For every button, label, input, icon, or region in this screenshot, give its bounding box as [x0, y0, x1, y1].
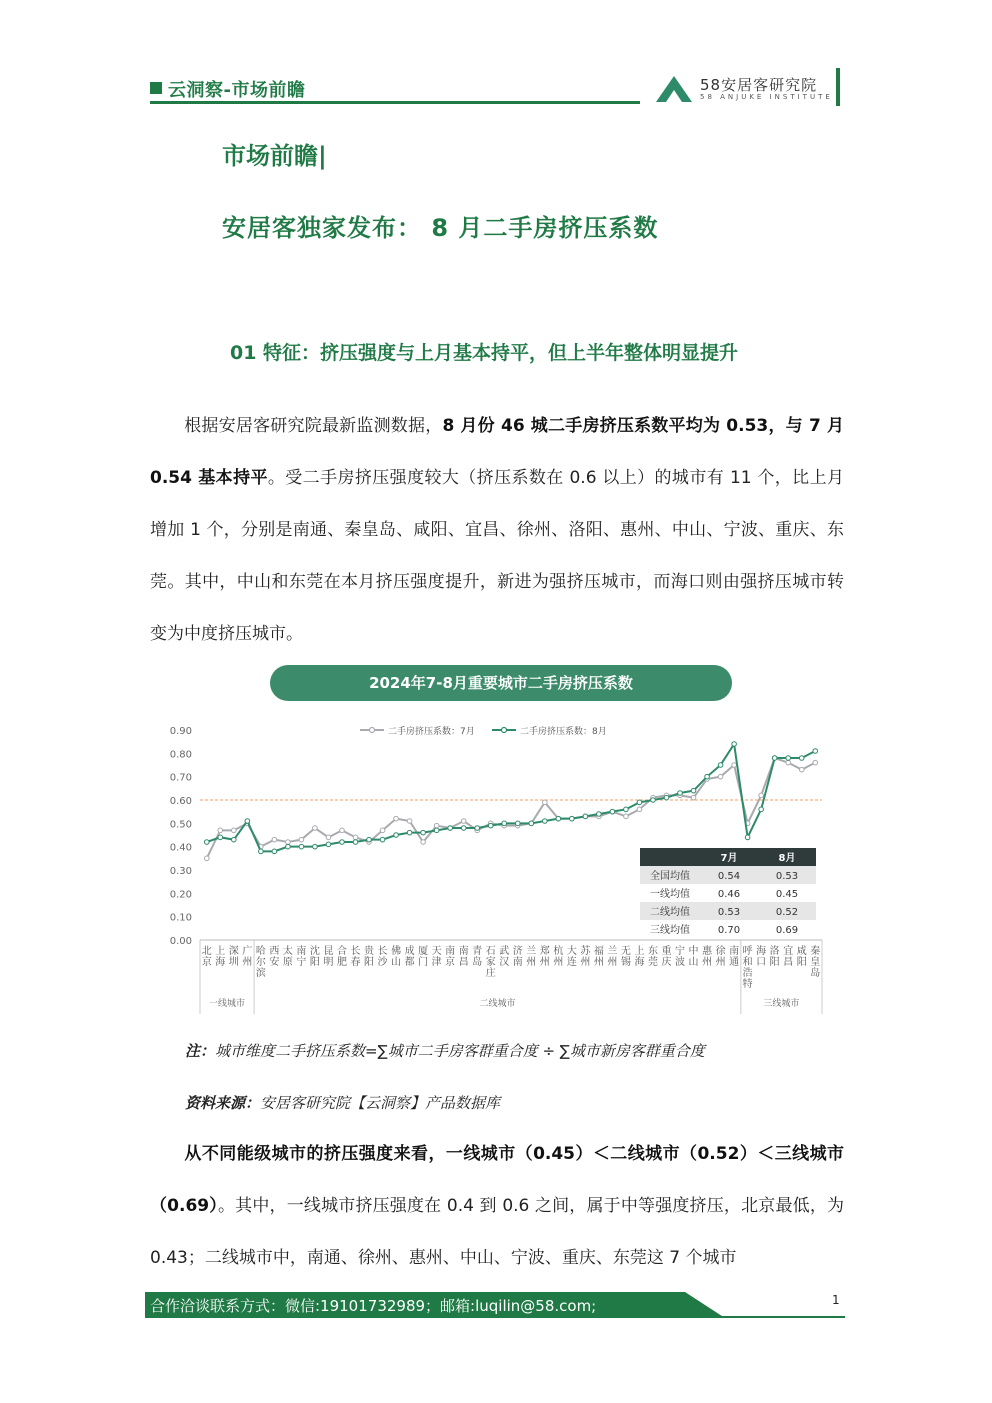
x-tick-label: 南宁 [296, 946, 307, 968]
line-chart [160, 710, 830, 1020]
data-point [272, 837, 277, 842]
data-point [340, 828, 345, 833]
source-text: 安居客研究院【云洞察】产品数据库 [260, 1094, 501, 1112]
data-point [624, 814, 629, 819]
table-header-cell: 8月 [778, 853, 796, 864]
x-tick-label: 杭州 [553, 946, 564, 968]
legend-label: 二手房挤压系数：8月 [520, 727, 607, 737]
data-point [759, 807, 764, 812]
data-point [259, 849, 264, 854]
data-point [529, 821, 534, 826]
table-cell: 0.45 [775, 889, 799, 900]
series-line [207, 744, 815, 851]
data-point [272, 849, 277, 854]
formula-note [185, 1040, 705, 1061]
data-point [421, 840, 426, 845]
data-point [813, 760, 818, 765]
x-tick-label: 徐州 [715, 946, 726, 968]
body-paragraph-1 [150, 400, 844, 660]
data-point [556, 816, 561, 821]
x-tick-label: 郑州 [539, 946, 550, 968]
data-point [461, 819, 466, 824]
paragraph1-highlight: 8 月份 46 城二手房挤压系数平均为 0.53，与 7 月 0.54 基本持平 [150, 416, 844, 488]
page-title: 安居客独家发布： 8 月二手房挤压系数 [222, 214, 659, 242]
data-point [637, 807, 642, 812]
page-number: 1 [832, 1293, 840, 1307]
x-tick-label: 长沙 [377, 946, 388, 968]
data-point [204, 840, 209, 845]
data-point [204, 856, 209, 861]
tier-label: 三线城市 [763, 999, 800, 1009]
legend-label: 二手房挤压系数：7月 [388, 727, 475, 737]
data-point [434, 828, 439, 833]
y-tick-label: 0.20 [169, 889, 192, 901]
data-point [732, 763, 737, 768]
header-section-label: 云洞察-市场前瞻 [168, 80, 306, 101]
y-tick-label: 0.00 [169, 936, 192, 947]
data-point [407, 830, 412, 835]
logo-text: 58安居客研究院 [700, 76, 818, 94]
table-cell: 0.54 [717, 871, 741, 882]
x-tick-label: 太原 [282, 946, 293, 968]
x-tick-label: 佛山 [391, 946, 402, 968]
data-point [745, 835, 750, 840]
x-tick-label: 广州 [242, 946, 253, 968]
x-tick-label: 大连 [566, 946, 577, 968]
y-tick-label: 0.10 [169, 912, 192, 924]
table-cell: 一线均值 [650, 889, 690, 900]
x-tick-label: 青岛 [472, 946, 483, 968]
data-point [326, 835, 331, 840]
y-tick-label: 0.90 [169, 726, 192, 737]
x-tick-label: 成都 [404, 946, 415, 968]
data-point [610, 809, 615, 814]
note-label: 注： [185, 1042, 216, 1060]
x-tick-label: 惠州 [702, 946, 713, 968]
data-point [691, 788, 696, 793]
x-tick-label: 昆明 [323, 946, 334, 968]
x-tick-label: 无锡 [620, 946, 631, 968]
data-point [543, 819, 548, 824]
section-tag: 市场前瞻| [222, 142, 327, 170]
x-tick-label: 天津 [431, 946, 442, 968]
source-note [185, 1092, 500, 1113]
data-point [313, 826, 318, 831]
data-point [340, 840, 345, 845]
data-point [664, 795, 669, 800]
header-accent-bar [836, 68, 840, 106]
tier-label: 一线城市 [209, 999, 246, 1009]
x-tick-label: 合肥 [336, 946, 347, 968]
header-square-icon [150, 82, 162, 94]
y-tick-label: 0.30 [169, 866, 192, 877]
data-point [502, 821, 507, 826]
table-cell: 0.69 [775, 925, 799, 936]
data-point [407, 819, 412, 824]
x-tick-label: 中山 [688, 946, 699, 968]
data-point [353, 835, 358, 840]
data-point [718, 774, 723, 779]
note-text: 城市维度二手挤压系数=∑城市二手房客群重合度 ÷ ∑城市新房客群重合度 [215, 1042, 705, 1060]
x-tick-label: 济南 [512, 946, 523, 968]
data-point [421, 830, 426, 835]
x-tick-label: 石家庄 [485, 946, 496, 979]
data-point [718, 763, 723, 768]
x-tick-label: 上海 [634, 946, 645, 968]
table-cell: 0.52 [775, 907, 799, 918]
data-point [313, 844, 318, 849]
logo-subtext: 58 ANJUKE INSTITUTE [700, 93, 833, 101]
table-cell: 0.46 [717, 889, 741, 900]
x-tick-label: 南通 [729, 946, 740, 968]
x-tick-label: 咸阳 [796, 946, 807, 968]
table-header-cell: 7月 [720, 853, 738, 864]
table-cell: 三线均值 [650, 925, 690, 936]
paragraph2-highlight: 从不同能级城市的挤压强度来看，一线城市（0.45）＜二线城市（0.52）＜三线城市（0.69） [150, 1144, 844, 1216]
x-tick-label: 北京 [201, 946, 212, 968]
footer-contact: 合作洽谈联系方式：微信:19101732989；邮箱:luqilin@58.com; [150, 1297, 597, 1315]
body-paragraph-2 [150, 1128, 844, 1284]
data-point [367, 837, 372, 842]
x-tick-label: 沈阳 [309, 946, 320, 968]
x-tick-label: 呼和浩特 [742, 946, 753, 990]
tier-label: 二线城市 [479, 999, 516, 1009]
x-tick-label: 宁波 [675, 946, 686, 968]
x-tick-label: 东莞 [647, 946, 658, 968]
data-point [232, 837, 237, 842]
data-point [786, 760, 791, 765]
paragraph1-part-c: 。受二手房挤压强度较大（挤压系数在 0.6 以上）的城市有 11 个，比上月增加 1 个，分别是南通、秦皇岛、咸阳、宜昌、徐州、洛阳、惠州、中山、宁波、重庆、东莞。其中，中山和东莞在本月挤压强度提升，新进为强挤压城市，而海口则由强挤压城市转变为中度挤压城市。 [150, 468, 844, 644]
y-tick-label: 0.60 [169, 796, 192, 807]
y-tick-label: 0.70 [169, 772, 192, 784]
x-tick-label: 重庆 [661, 946, 672, 968]
source-label: 资料来源： [185, 1094, 261, 1112]
x-tick-label: 长春 [350, 946, 361, 968]
data-point [286, 844, 291, 849]
y-tick-label: 0.50 [169, 819, 192, 831]
x-tick-label: 贵阳 [364, 946, 375, 968]
data-point [570, 816, 575, 821]
data-point [380, 837, 385, 842]
paragraph1-part-a: 根据安居客研究院最新监测数据， [184, 416, 443, 436]
x-tick-label: 武汉 [499, 946, 510, 968]
data-point [651, 798, 656, 803]
table-cell: 0.53 [717, 907, 741, 918]
y-tick-label: 0.80 [169, 749, 192, 761]
table-cell: 全国均值 [650, 871, 690, 882]
data-point [705, 774, 710, 779]
x-tick-label: 南京 [445, 946, 456, 968]
data-point [813, 749, 818, 754]
data-point [799, 756, 804, 761]
data-point [637, 800, 642, 805]
legend-marker [502, 728, 507, 733]
x-tick-label: 秦皇岛 [810, 946, 821, 979]
data-point [394, 833, 399, 838]
data-point [597, 812, 602, 817]
data-point [691, 795, 696, 800]
legend-marker [370, 728, 375, 733]
chart-title-banner: 2024年7-8月重要城市二手房挤压系数 [270, 665, 732, 701]
data-point [286, 840, 291, 845]
x-tick-label: 兰州 [607, 946, 618, 968]
data-point [448, 826, 453, 831]
data-point [299, 837, 304, 842]
data-point [326, 842, 331, 847]
data-point [732, 742, 737, 747]
data-point [583, 814, 588, 819]
y-tick-label: 0.40 [169, 842, 192, 854]
data-point [624, 807, 629, 812]
data-point [772, 756, 777, 761]
data-point [515, 821, 520, 826]
x-tick-label: 南昌 [458, 946, 469, 968]
data-point [380, 828, 385, 833]
data-point [678, 791, 683, 796]
data-point [786, 756, 791, 761]
header-divider [150, 101, 640, 104]
x-tick-label: 深圳 [228, 946, 239, 968]
x-tick-label: 厦门 [418, 946, 429, 968]
data-point [218, 835, 223, 840]
x-tick-label: 苏州 [580, 946, 591, 968]
table-cell: 二线均值 [650, 907, 690, 918]
x-tick-label: 洛阳 [769, 946, 780, 968]
data-point [394, 816, 399, 821]
paragraph2-part-b: 。其中，一线城市挤压强度在 0.4 到 0.6 之间，属于中等强度挤压，北京最低，为 0.43；二线城市中，南通、徐州、惠州、中山、宁波、重庆、东莞这 7 个城市 [150, 1196, 845, 1268]
series-line [207, 758, 815, 858]
x-tick-label: 兰州 [526, 946, 537, 968]
x-tick-label: 西安 [269, 946, 280, 968]
data-point [245, 819, 250, 824]
table-cell: 0.70 [717, 925, 741, 936]
data-point [475, 826, 480, 831]
x-tick-label: 海口 [756, 946, 767, 968]
x-tick-label: 福州 [593, 946, 604, 968]
data-point [799, 767, 804, 772]
data-point [218, 828, 223, 833]
data-point [232, 828, 237, 833]
section-subtitle: 01 特征：挤压强度与上月基本持平，但上半年整体明显提升 [230, 342, 739, 364]
table-cell: 0.53 [775, 871, 799, 882]
data-point [353, 840, 358, 845]
data-point [759, 793, 764, 798]
data-point [543, 800, 548, 805]
data-point [299, 844, 304, 849]
data-point [461, 826, 466, 831]
x-tick-label: 宜昌 [783, 946, 794, 968]
x-tick-label: 哈尔滨 [255, 946, 266, 979]
data-point [434, 823, 439, 828]
data-point [488, 823, 493, 828]
x-tick-label: 上海 [215, 946, 226, 968]
